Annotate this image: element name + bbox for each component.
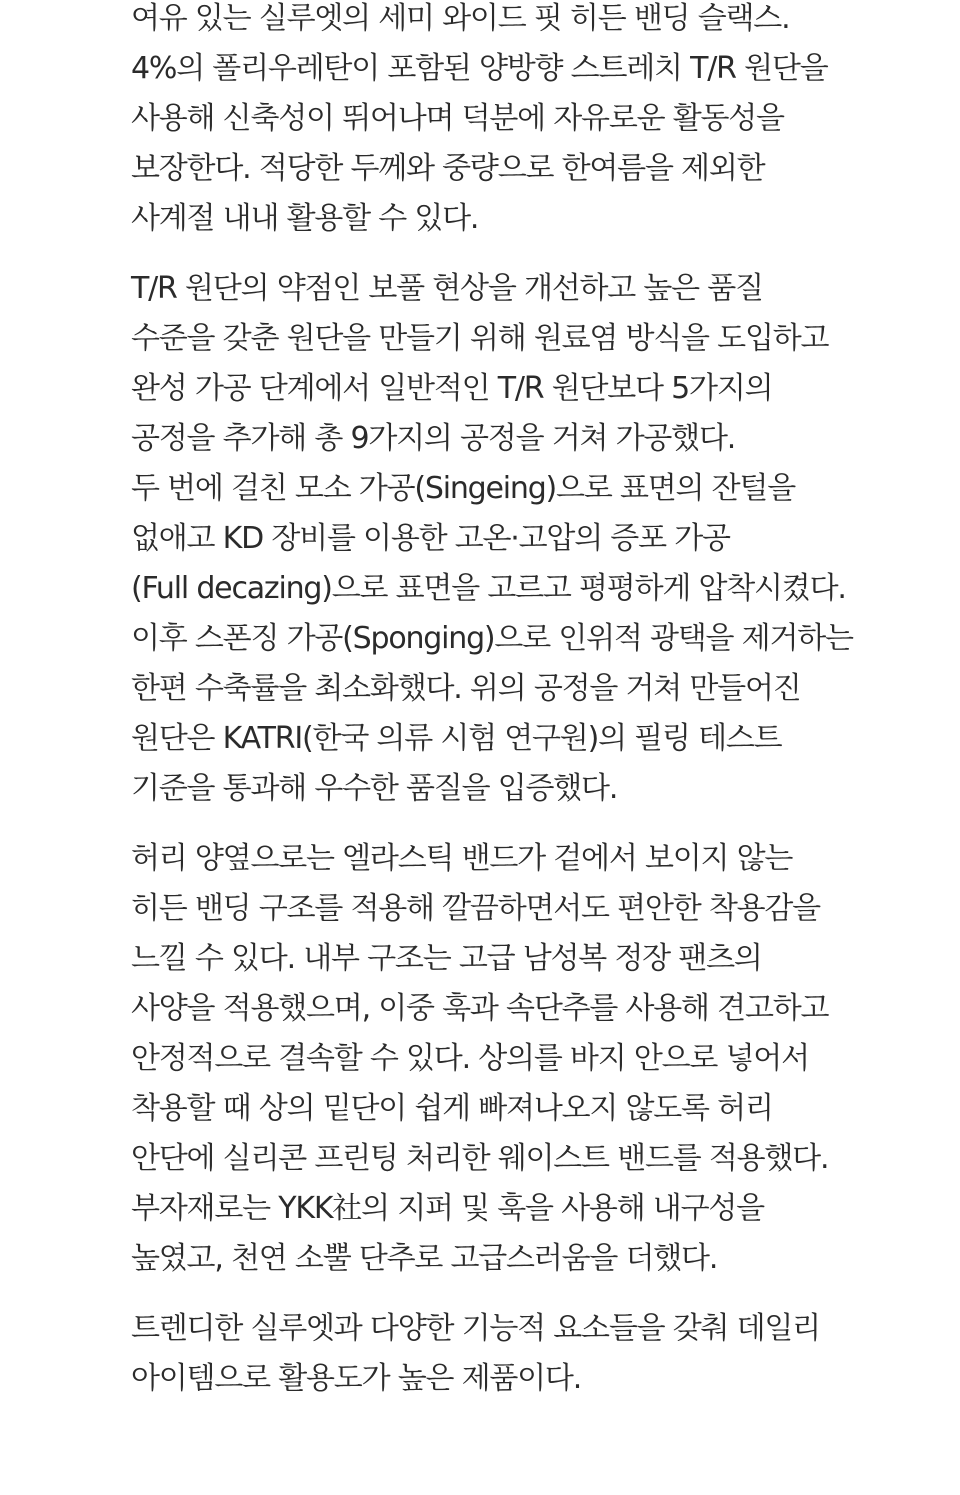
text-line: 안정적으로 결속할 수 있다. 상의를 바지 안으로 넣어서 — [131, 1041, 809, 1076]
text-line: 안단에 실리콘 프린팅 처리한 웨이스트 밴드를 적용했다. — [131, 1141, 829, 1176]
paragraph-fabric-process — [131, 264, 931, 814]
text-line: 원단은 KATRI(한국 의류 시험 연구원)의 필링 테스트 — [131, 721, 782, 756]
text-line: 사계절 내내 활용할 수 있다. — [131, 201, 479, 236]
text-line: 이후 스폰징 가공(Sponging)으로 인위적 광택을 제거하는 — [131, 621, 853, 656]
text-line: 완성 가공 단계에서 일반적인 T/R 원단보다 5가지의 — [131, 371, 773, 406]
text-line: (Full decazing)으로 표면을 고르고 평평하게 압착시켰다. — [131, 571, 846, 606]
text-line: 아이템으로 활용도가 높은 제품이다. — [131, 1361, 582, 1396]
paragraph-summary — [131, 1304, 931, 1404]
text-line: 여유 있는 실루엣의 세미 와이드 핏 히든 밴딩 슬랙스. — [131, 1, 790, 36]
text-line: 느낄 수 있다. 내부 구조는 고급 남성복 정장 팬츠의 — [131, 941, 762, 976]
text-line: 4%의 폴리우레탄이 포함된 양방향 스트레치 T/R 원단을 — [131, 51, 828, 86]
product-description — [131, 0, 931, 1424]
text-line: 높였고, 천연 소뿔 단추로 고급스러움을 더했다. — [131, 1241, 718, 1276]
text-line: 트렌디한 실루엣과 다양한 기능적 요소들을 갖춰 데일리 — [131, 1311, 820, 1346]
text-line: 사용해 신축성이 뛰어나며 덕분에 자유로운 활동성을 — [131, 101, 784, 136]
text-line: 부자재로는 YKK社의 지퍼 및 훅을 사용해 내구성을 — [131, 1191, 764, 1226]
paragraph-silhouette — [131, 0, 931, 244]
text-line: 두 번에 걸친 모소 가공(Singeing)으로 표면의 잔털을 — [131, 471, 795, 506]
text-line: T/R 원단의 약점인 보풀 현상을 개선하고 높은 품질 — [131, 271, 763, 306]
text-line: 수준을 갖춘 원단을 만들기 위해 원료염 방식을 도입하고 — [131, 321, 829, 356]
text-line: 히든 밴딩 구조를 적용해 깔끔하면서도 편안한 착용감을 — [131, 891, 820, 926]
text-line: 허리 양옆으로는 엘라스틱 밴드가 겉에서 보이지 않는 — [131, 841, 793, 876]
text-line: 없애고 KD 장비를 이용한 고온·고압의 증포 가공 — [131, 521, 730, 556]
text-line: 기준을 통과해 우수한 품질을 입증했다. — [131, 771, 618, 806]
text-line: 한편 수축률을 최소화했다. 위의 공정을 거쳐 만들어진 — [131, 671, 801, 706]
text-line: 보장한다. 적당한 두께와 중량으로 한여름을 제외한 — [131, 151, 765, 186]
text-line: 착용할 때 상의 밑단이 쉽게 빠져나오지 않도록 허리 — [131, 1091, 773, 1126]
text-line: 공정을 추가해 총 9가지의 공정을 거쳐 가공했다. — [131, 421, 736, 456]
paragraph-waist-structure — [131, 834, 931, 1284]
text-line: 사양을 적용했으며, 이중 훅과 속단추를 사용해 견고하고 — [131, 991, 829, 1026]
